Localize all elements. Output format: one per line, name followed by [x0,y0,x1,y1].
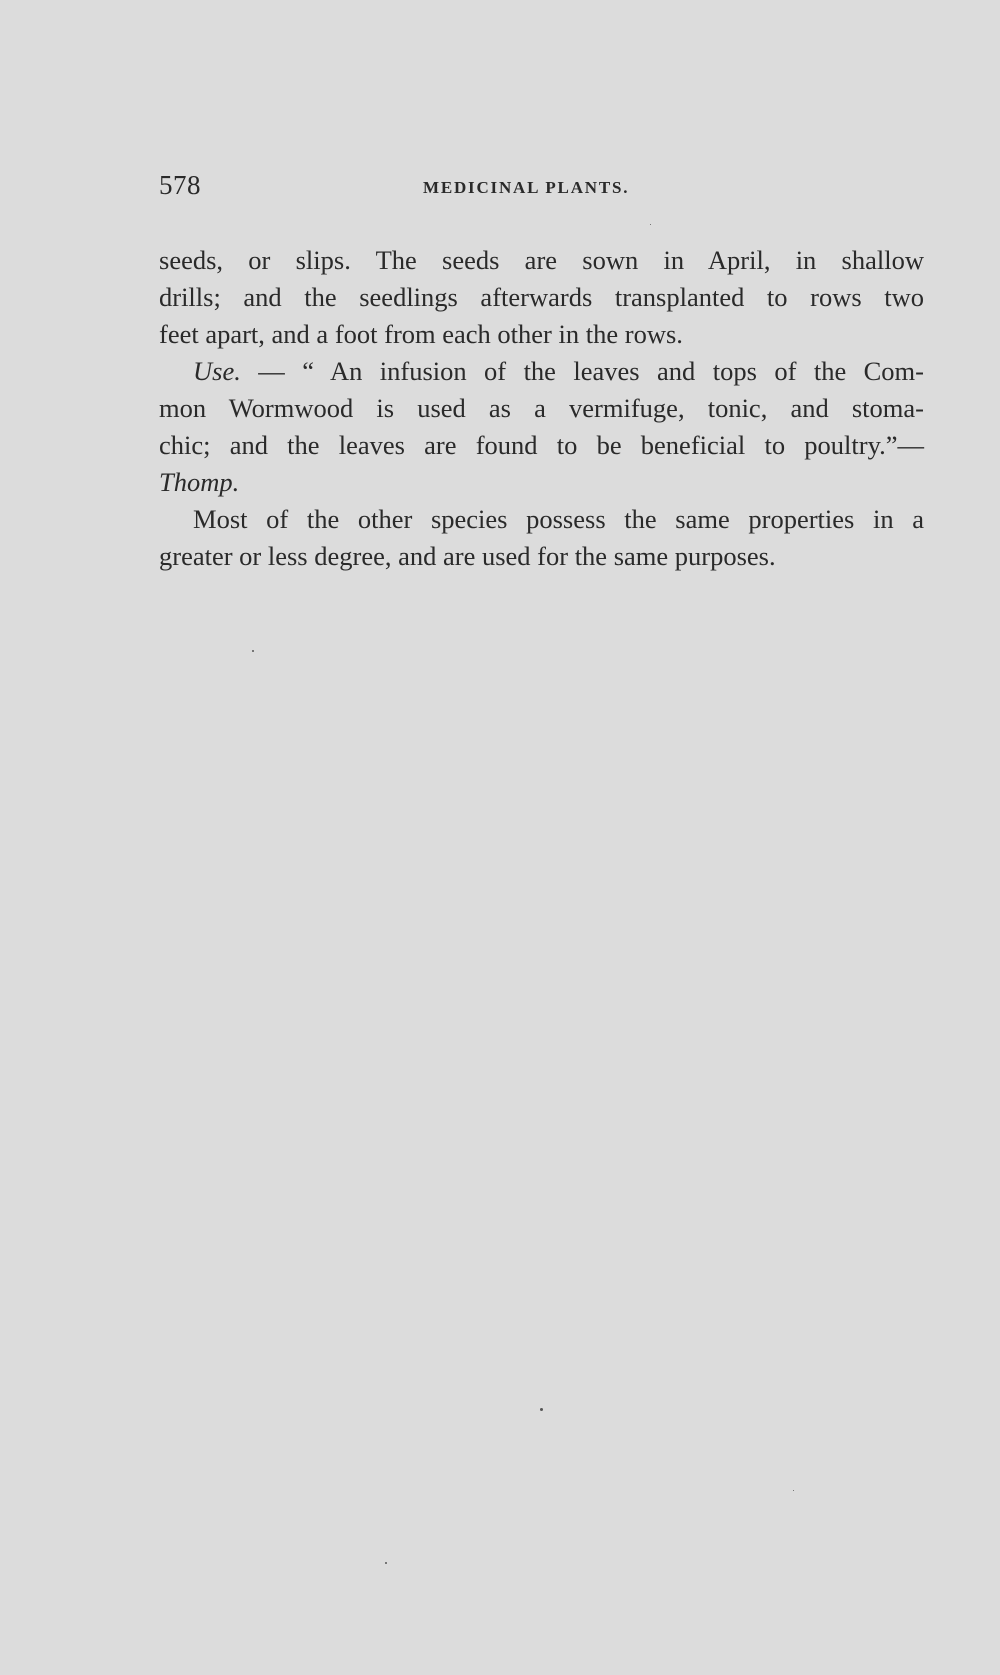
page-header [159,170,667,204]
body-text [159,242,924,575]
text-line [159,353,924,390]
text-line: greater or less degree, and are used for the same purposes. [159,541,776,571]
text-line: mon Wormwood is used as a vermifuge, tonic, and stoma- [159,393,924,423]
use-label: Use. [193,356,241,386]
attribution: Thomp. [159,467,240,497]
paper-speck [385,1562,387,1564]
text-line: Most of the other species possess the same properties in a [193,504,924,534]
text-line: feet apart, and a foot from each other in the rows. [159,319,683,349]
page-number: 578 [159,170,201,200]
text-line: chic; and the leaves are found to be beneficial to poultry.”— [159,430,924,460]
paper-speck [650,224,651,225]
text-line: seeds, or slips. The seeds are sown in April, in shallow [159,245,924,275]
paper-speck [540,1408,543,1411]
paper-speck [793,1490,794,1491]
text-line: drills; and the seedlings afterwards transplanted to rows two [159,282,924,312]
use-text: — “ An infusion of the leaves and tops of the Com- [258,356,924,386]
running-title: MEDICINAL PLANTS. [423,178,630,197]
paper-speck [252,650,254,652]
